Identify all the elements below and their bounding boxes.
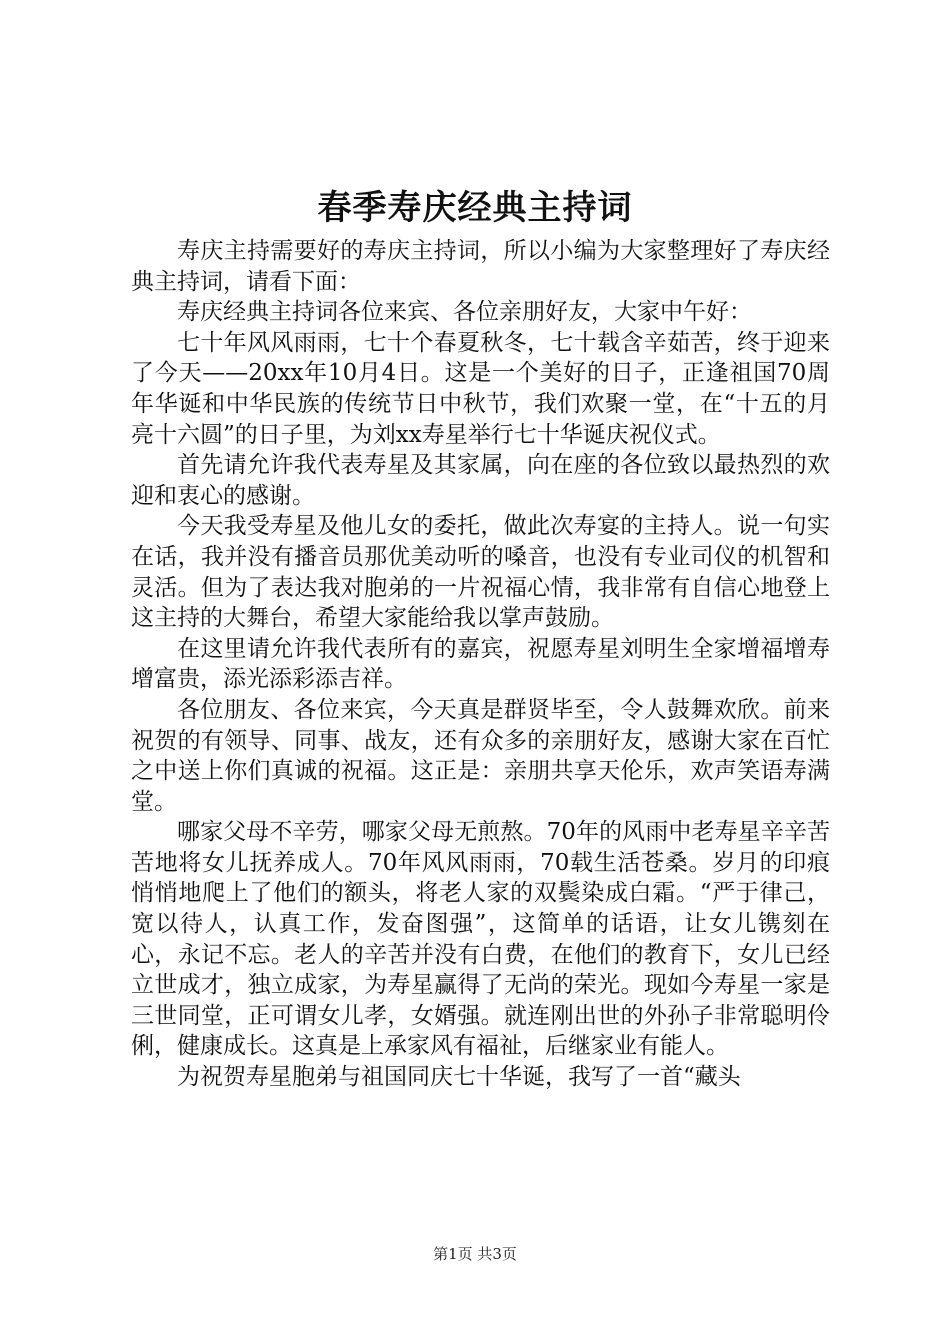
paragraph-4: 首先请允许我代表寿星及其家属，向在座的各位致以最热烈的欢迎和衷心的感谢。 <box>131 452 830 509</box>
paragraph-8: 哪家父母不辛劳，哪家父母无煎熬。70年的风雨中老寿星辛辛苦苦地将女儿抚养成人。70年风风雨雨，70载生活苍桑。岁月的印痕悄悄地爬上了他们的额头，将老人家的双鬓染成白霜。“严于律己，宽以待人，认真工作，发奋图强”，这简单的话语，让女儿镌刻在心，永记不忘。老人的辛苦并没有白费，在他们的教育下，女儿已经立世成才，独立成家，为寿星赢得了无尚的荣光。现如今寿星一家是三世同堂，正可谓女儿孝，女婿强。就连刚出世的外孙子非常聪明伶俐，健康成长。这真是上承家风有福祉，后继家业有能人。 <box>131 819 830 1060</box>
paragraph-3: 七十年风风雨雨，七十个春夏秋冬，七十载含辛茹苦，终于迎来了今天——20xx年10月4日。这是一个美好的日子，正逢祖国70周年华诞和中华民族的传统节日中秋节，我们欢聚一堂，在“十五的月亮十六圆”的日子里，为刘xx寿星举行七十华诞庆祝仪式。 <box>131 329 830 448</box>
document-title: 春季寿庆经典主持词 <box>317 188 633 228</box>
page-footer: 第1页 共3页 <box>433 1245 517 1263</box>
paragraph-5: 今天我受寿星及他儿女的委托，做此次寿宴的主持人。说一句实在话，我并没有播音员那优美动听的嗓音，也没有专业司仪的机智和灵活。但为了表达我对胞弟的一片祝福心情，我非常有自信心地登上这主持的大舞台，希望大家能给我以掌声鼓励。 <box>131 513 830 632</box>
paragraph-7: 各位朋友、各位来宾，今天真是群贤毕至，令人鼓舞欢欣。前来祝贺的有领导、同事、战友，还有众多的亲朋好友，感谢大家在百忙之中送上你们真诚的祝福。这正是：亲朋共享天伦乐，欢声笑语寿满堂。 <box>131 696 830 815</box>
document-body <box>131 236 830 1093</box>
paragraph-9: 为祝贺寿星胞弟与祖国同庆七十华诞，我写了一首“藏头 <box>177 1064 741 1091</box>
paragraph-2: 寿庆经典主持词各位来宾、各位亲朋好友，大家中午好： <box>177 299 752 326</box>
paragraph-1: 寿庆主持需要好的寿庆主持词，所以小编为大家整理好了寿庆经典主持词，请看下面： <box>131 238 830 295</box>
paragraph-6: 在这里请允许我代表所有的嘉宾，祝愿寿星刘明生全家增福增寿增富贵，添光添彩添吉祥。 <box>131 635 830 693</box>
